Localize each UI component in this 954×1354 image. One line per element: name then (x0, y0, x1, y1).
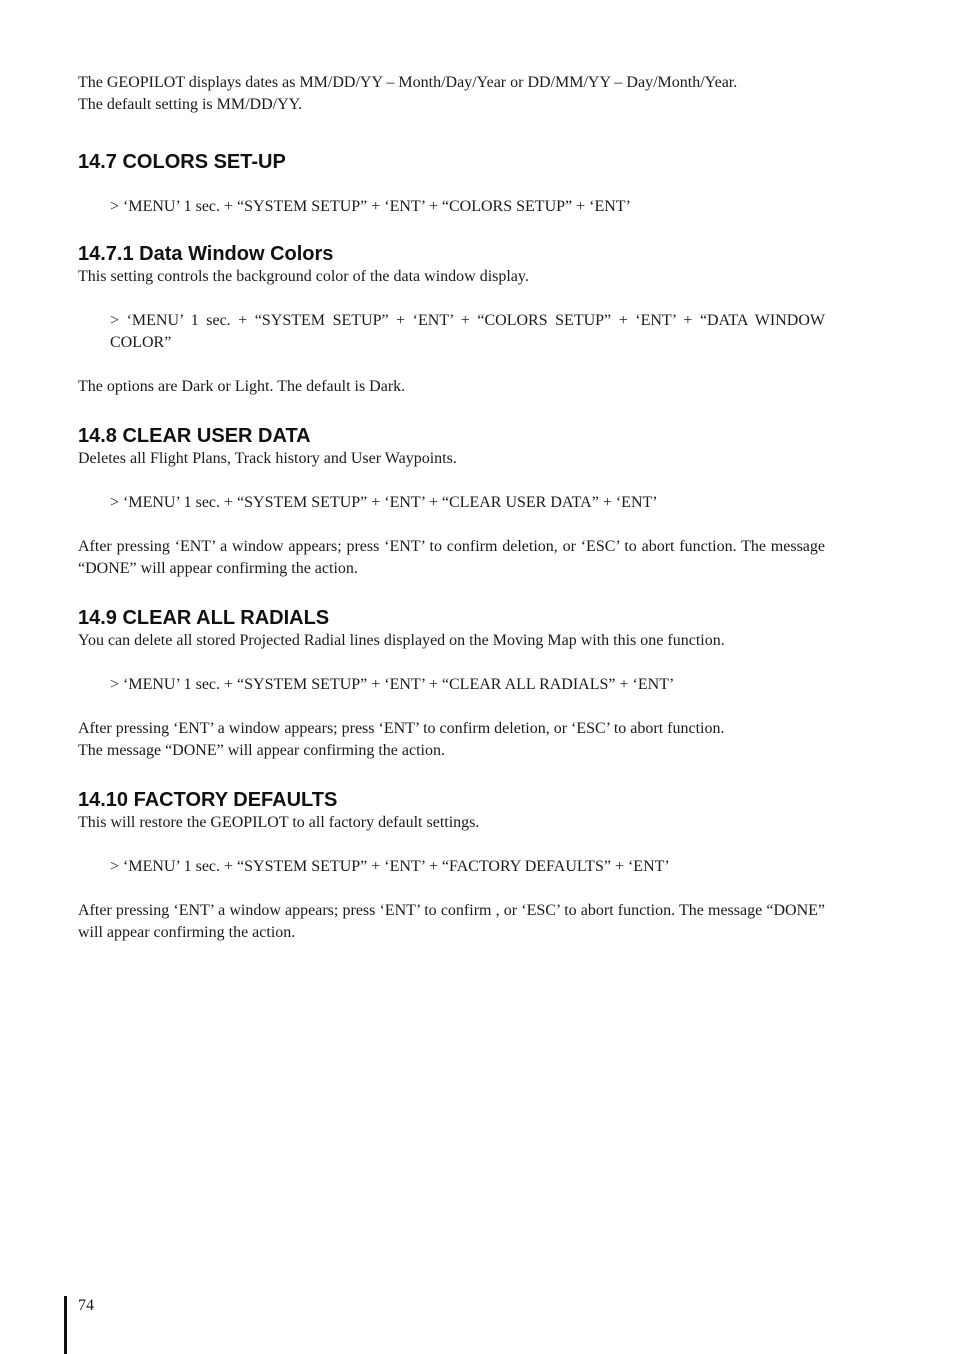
description-data-window-colors: This setting controls the background color of the data window display. (78, 268, 529, 285)
note-clear-user-data: After pressing ‘ENT’ a window appears; press ‘ENT’ to confirm deletion, or ‘ESC’ to abort function. The message “DONE” will appear confirming the action. (78, 538, 825, 577)
command-colors-setup: > ‘MENU’ 1 sec. + “SYSTEM SETUP” + ‘ENT’ + “COLORS SETUP” + ‘ENT’ (110, 198, 631, 215)
section-heading-clear-all-radials: 14.9 CLEAR ALL RADIALS (78, 607, 330, 629)
description-clear-user-data: Deletes all Flight Plans, Track history and User Waypoints. (78, 450, 457, 467)
description-clear-all-radials: You can delete all stored Projected Radial lines displayed on the Moving Map with this one function. (78, 632, 725, 649)
note-factory-defaults: After pressing ‘ENT’ a window appears; press ‘ENT’ to confirm , or ‘ESC’ to abort function. The message “DONE” will appear confirming the action. (78, 902, 825, 941)
intro-line-1: The GEOPILOT displays dates as MM/DD/YY – Month/Day/Year or DD/MM/YY – Day/Month/Year. (78, 74, 738, 91)
section-heading-colors-setup: 14.7 COLORS SET-UP (78, 151, 286, 173)
page-number-rule (64, 1296, 67, 1354)
command-data-window-colors: > ‘MENU’ 1 sec. + “SYSTEM SETUP” + ‘ENT’ + “COLORS SETUP” + ‘ENT’ + “DATA WINDOW COLOR” (110, 312, 825, 351)
section-heading-factory-defaults: 14.10 FACTORY DEFAULTS (78, 789, 338, 811)
note2-clear-all-radials: The message “DONE” will appear confirming the action. (78, 742, 445, 759)
note-clear-all-radials: After pressing ‘ENT’ a window appears; press ‘ENT’ to confirm deletion, or ‘ESC’ to abort function. (78, 720, 725, 737)
document-page (78, 72, 825, 944)
command-clear-all-radials: > ‘MENU’ 1 sec. + “SYSTEM SETUP” + ‘ENT’ + “CLEAR ALL RADIALS” + ‘ENT’ (110, 676, 675, 693)
command-factory-defaults: > ‘MENU’ 1 sec. + “SYSTEM SETUP” + ‘ENT’ + “FACTORY DEFAULTS” + ‘ENT’ (110, 858, 670, 875)
command-clear-user-data: > ‘MENU’ 1 sec. + “SYSTEM SETUP” + ‘ENT’ + “CLEAR USER DATA” + ‘ENT’ (110, 494, 658, 511)
section-heading-clear-user-data: 14.8 CLEAR USER DATA (78, 425, 311, 447)
description-factory-defaults: This will restore the GEOPILOT to all factory default settings. (78, 814, 480, 831)
note-data-window-colors: The options are Dark or Light. The default is Dark. (78, 378, 406, 395)
page-number: 74 (78, 1297, 94, 1314)
section-heading-data-window-colors: 14.7.1 Data Window Colors (78, 243, 334, 265)
intro-line-2: The default setting is MM/DD/YY. (78, 96, 303, 113)
